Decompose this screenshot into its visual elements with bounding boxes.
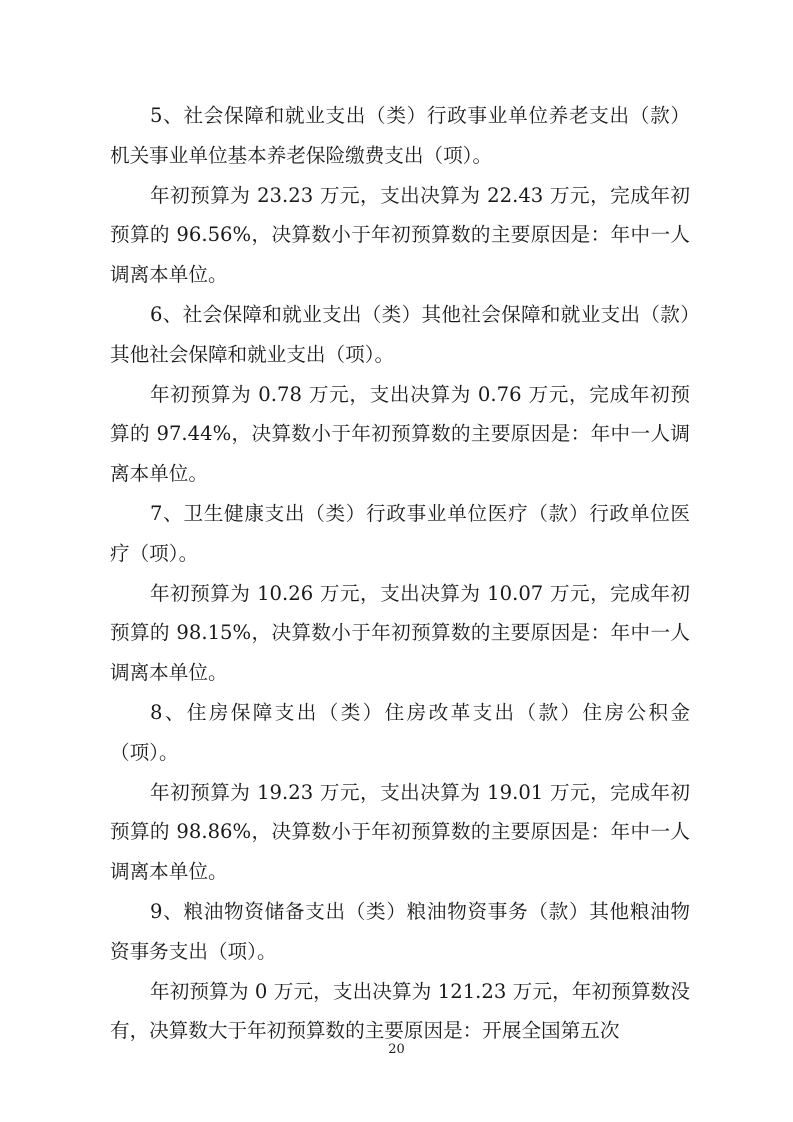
document-body bbox=[110, 96, 690, 1051]
item-9-detail: 年初预算为 0 万元，支出决算为 121.23 万元，年初预算数没有，决算数大于年初预算数的主要原因是：开展全国第五次 bbox=[110, 979, 690, 1043]
item-8-detail: 年初预算为 19.23 万元，支出决算为 19.01 万元，完成年初预算的 98.86%，决算数小于年初预算数的主要原因是：年中一人调离本单位。 bbox=[110, 780, 690, 884]
item-6-heading: 6、社会保障和就业支出（类）其他社会保障和就业支出（款）其他社会保障和就业支出（项）。 bbox=[110, 302, 690, 366]
item-6-detail: 年初预算为 0.78 万元，支出决算为 0.76 万元，完成年初预算的 97.44%，决算数小于年初预算数的主要原因是：年中一人调离本单位。 bbox=[110, 382, 690, 486]
item-9-heading: 9、粮油物资储备支出（类）粮油物资事务（款）其他粮油物资事务支出（项）。 bbox=[110, 899, 690, 963]
item-7-detail: 年初预算为 10.26 万元，支出决算为 10.07 万元，完成年初预算的 98.15%，决算数小于年初预算数的主要原因是：年中一人调离本单位。 bbox=[110, 581, 690, 685]
item-5-detail: 年初预算为 23.23 万元，支出决算为 22.43 万元，完成年初预算的 96.56%，决算数小于年初预算数的主要原因是：年中一人调离本单位。 bbox=[110, 183, 690, 287]
item-8-heading: 8、住房保障支出（类）住房改革支出（款）住房公积金（项）。 bbox=[110, 700, 690, 764]
item-7-heading: 7、卫生健康支出（类）行政事业单位医疗（款）行政单位医疗（项）。 bbox=[110, 501, 690, 565]
item-5-heading: 5、社会保障和就业支出（类）行政事业单位养老支出（款）机关事业单位基本养老保险缴费支出（项）。 bbox=[110, 104, 690, 167]
page-number: 20 bbox=[388, 1042, 405, 1057]
